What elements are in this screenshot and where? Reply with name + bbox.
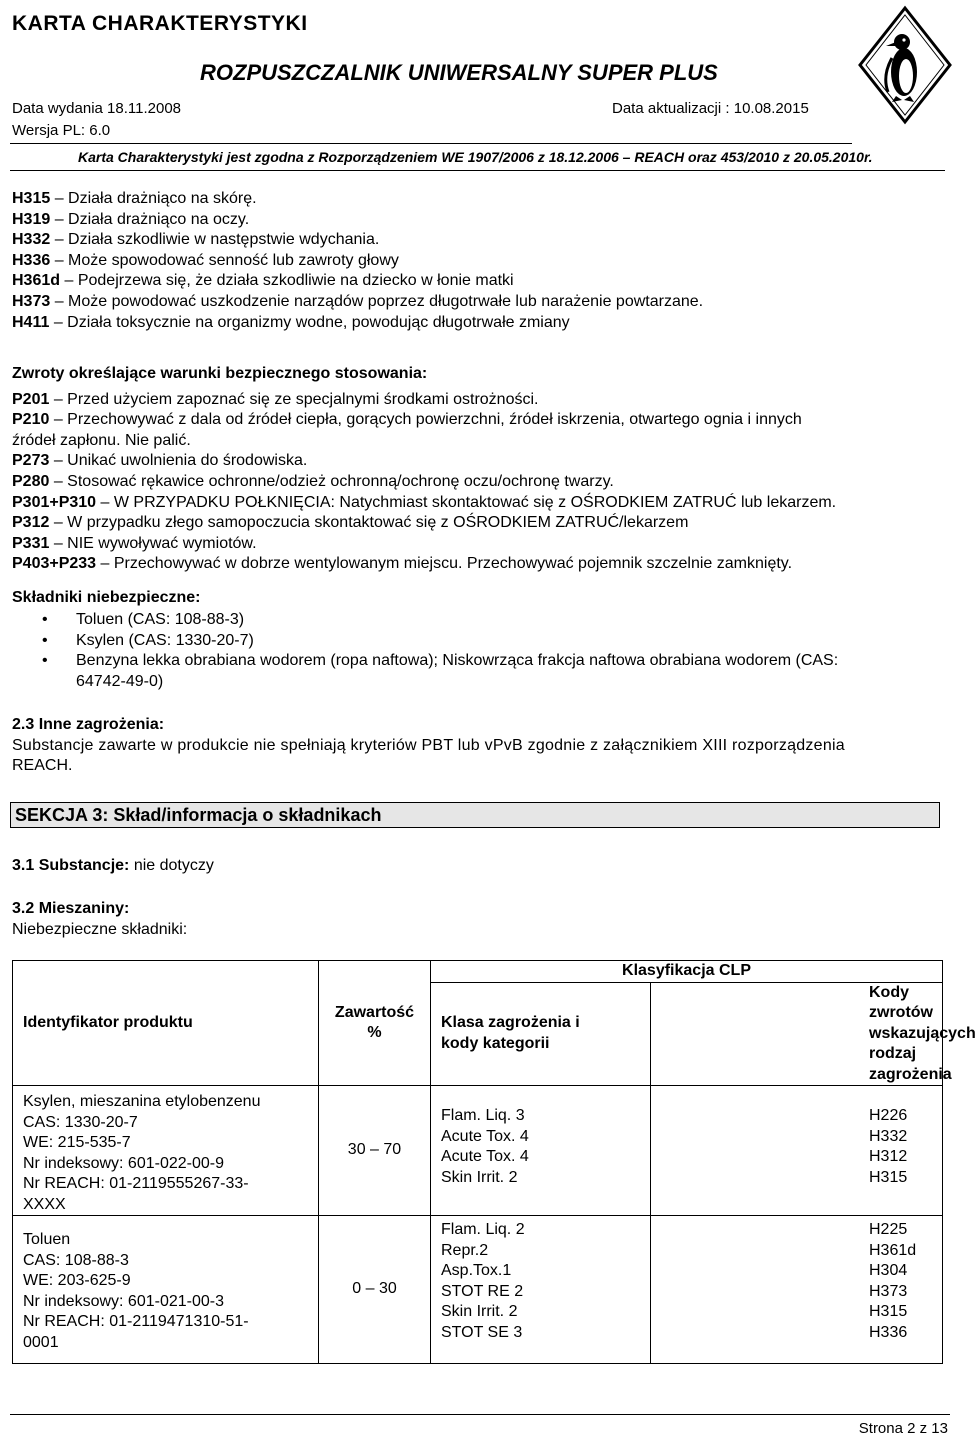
update-date: Data aktualizacji : 10.08.2015	[612, 100, 809, 117]
header-hazard-codes: Kody zwrotów wskazujących rodzaj zagrożenia	[651, 982, 943, 1086]
row-identifier: Ksylen, mieszanina etylobenzenu CAS: 1330-20-7 WE: 215-535-7 Nr indeksowy: 601-022-00-9 Nr REACH: 01-2119555267-33- XXXX	[13, 1086, 319, 1216]
header-clp: Klasyfikacja CLP	[431, 961, 943, 983]
precaution-statement: P301+P310 – W PRZYPADKU POŁKNIĘCIA: Natychmiast skontaktować się z OŚRODKIEM ZATRUĆ lub lekarzem.	[12, 493, 837, 511]
table-row	[13, 1216, 943, 1364]
header-product-identifier: Identyfikator produktu	[13, 961, 319, 1086]
hazard-statement: H319 – Działa drażniąco na oczy.	[12, 210, 250, 228]
other-hazards-text-continued: REACH.	[12, 757, 73, 775]
substances-label: 3.1 Substancje:	[12, 857, 130, 874]
row-percent: 0 – 30	[319, 1216, 431, 1364]
regulation-note: Karta Charakterystyki jest zgodna z Rozporządzeniem WE 1907/2006 z 18.12.2006 – REACH oraz 453/2010 z 20.05.2010r.	[78, 149, 873, 165]
hazard-statements	[12, 189, 942, 333]
row-hazard-codes: H225 H361d H304 H373 H315 H336	[651, 1216, 943, 1364]
mixtures-subheading: Niebezpieczne składniki:	[12, 920, 188, 938]
list-item: • Ksylen (CAS: 1330-20-7)	[12, 631, 942, 652]
row-hazard-classes: Flam. Liq. 2 Repr.2 Asp.Tox.1 STOT RE 2 Skin Irrit. 2 STOT SE 3	[431, 1216, 651, 1364]
precaution-heading: Zwroty określające warunki bezpiecznego stosowania:	[12, 365, 428, 382]
mixtures-label: 3.2 Mieszaniny:	[12, 900, 130, 917]
section-3-heading	[10, 802, 940, 828]
composition-table	[12, 960, 976, 1364]
precaution-statement: P280 – Stosować rękawice ochronne/odzież ochronną/ochronę oczu/ochronę twarzy.	[12, 472, 614, 490]
row-percent: 30 – 70	[319, 1086, 431, 1216]
other-hazards	[12, 715, 942, 777]
precaution-statement: P273 – Unikać uwolnienia do środowiska.	[12, 452, 308, 470]
list-item: • Benzyna lekka obrabiana wodorem (ropa naftowa); Niskowrząca frakcja naftowa obrabiana wodorem (CAS:	[12, 651, 942, 672]
precaution-statement: P201 – Przed użyciem zapoznać się ze specjalnymi środkami ostrożności.	[12, 390, 539, 408]
precautionary-statements	[12, 364, 942, 575]
precaution-statement: P331 – NIE wywoływać wymiotów.	[12, 534, 257, 552]
hazardous-ingredients-heading	[12, 588, 942, 609]
hazard-statement: H373 – Może powodować uszkodzenie narządów poprzez długotrwałe lub narażenie powtarzane.	[12, 292, 704, 310]
list-item: • Toluen (CAS: 108-88-3)	[12, 610, 942, 631]
hazard-statement: H315 – Działa drażniąco na skórę.	[12, 190, 257, 207]
substances-line	[12, 856, 942, 877]
product-name: ROZPUSZCZALNIK UNIWERSALNY SUPER PLUS	[200, 60, 718, 85]
ingredients-heading: Składniki niebezpieczne:	[12, 589, 201, 606]
other-hazards-heading: 2.3 Inne zagrożenia:	[12, 716, 165, 733]
hazard-statement: H336 – Może spowodować senność lub zawroty głowy	[12, 251, 399, 269]
precaution-statement: P210 – Przechowywać z dala od źródeł ciepła, gorących powierzchni, źródeł iskrzenia, otwartego ognia i innych	[12, 411, 802, 429]
issue-date: Data wydania 18.11.2008	[12, 100, 182, 117]
header-divider-bottom	[10, 170, 945, 171]
header-content-percent: Zawartość %	[319, 961, 431, 1086]
other-hazards-text: Substancje zawarte w produkcie nie spełniają kryteriów PBT lub vPvB zgodnie z załącznikiem XIII rozporządzenia	[12, 736, 845, 754]
document-title: KARTA CHARAKTERYSTYKI	[12, 12, 308, 35]
footer-divider	[10, 1414, 950, 1415]
header-hazard-class: Klasa zagrożenia i kody kategorii	[431, 982, 651, 1086]
precaution-statement-continued: źródeł zapłonu. Nie palić.	[12, 431, 191, 449]
hazard-statement: H332 – Działa szkodliwie w następstwie wdychania.	[12, 231, 380, 249]
mixtures-block	[12, 899, 942, 940]
section-3-title: SEKCJA 3: Skład/informacja o składnikach	[15, 805, 382, 825]
hazard-statement: H411 – Działa toksycznie na organizmy wodne, powodując długotrwałe zmiany	[12, 313, 570, 331]
row-hazard-codes: H226 H332 H312 H315	[651, 1086, 943, 1216]
precaution-statement: P403+P233 – Przechowywać w dobrze wentylowanym miejscu. Przechowywać pojemnik szczelnie zamknięty.	[12, 555, 793, 573]
header-divider	[10, 143, 852, 144]
row-identifier: Toluen CAS: 108-88-3 WE: 203-625-9 Nr indeksowy: 601-021-00-3 Nr REACH: 01-2119471310-51- 0001	[13, 1216, 319, 1364]
ingredients-list	[12, 610, 942, 692]
hazard-statement: H361d – Podejrzewa się, że działa szkodliwie na dziecko w łonie matki	[12, 272, 514, 290]
version: Wersja PL: 6.0	[12, 122, 111, 139]
list-item-continued: 64742-49-0)	[76, 672, 164, 690]
penguin-logo-icon	[858, 6, 952, 124]
table-row	[13, 1086, 943, 1216]
substances-value: nie dotyczy	[129, 857, 214, 874]
row-hazard-classes: Flam. Liq. 3 Acute Tox. 4 Acute Tox. 4 Skin Irrit. 2	[431, 1086, 651, 1216]
page-number: Strona 2 z 13	[858, 1420, 948, 1437]
precaution-statement: P312 – W przypadku złego samopoczucia skontaktować się z OŚRODKIEM ZATRUĆ/lekarzem	[12, 514, 689, 532]
